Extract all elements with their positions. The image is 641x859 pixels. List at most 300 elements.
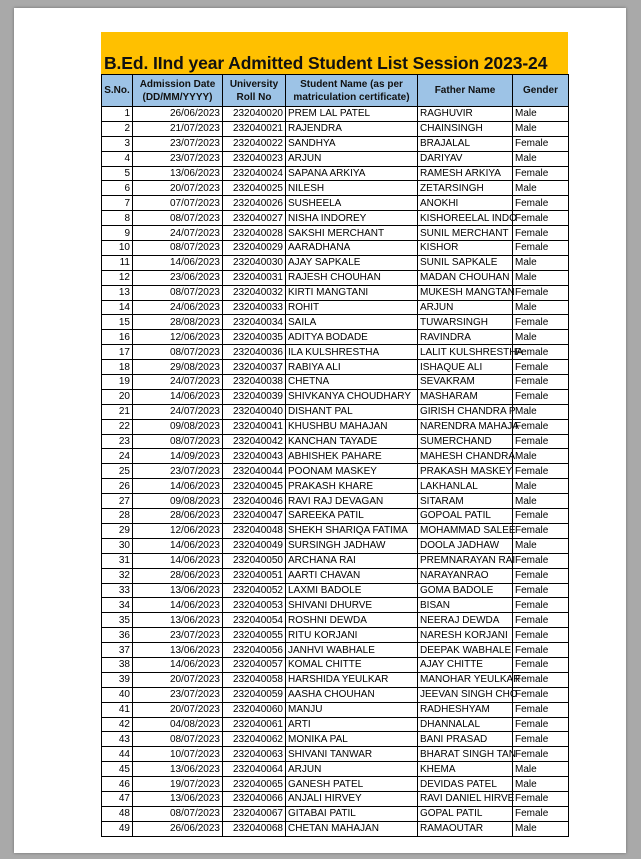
cell-admission-date: 14/06/2023 [133, 657, 223, 672]
cell-admission-date: 26/06/2023 [133, 107, 223, 122]
cell-roll-no: 232040066 [223, 791, 286, 806]
table-row [102, 196, 569, 211]
cell-admission-date: 07/07/2023 [133, 196, 223, 211]
table-row [102, 672, 569, 687]
cell-admission-date: 26/06/2023 [133, 821, 223, 836]
cell-gender: Female [513, 509, 569, 524]
cell-sno: 12 [102, 270, 133, 285]
table-row [102, 151, 569, 166]
cell-roll-no: 232040050 [223, 553, 286, 568]
cell-student-name: SUSHEELA [286, 196, 418, 211]
cell-sno: 40 [102, 687, 133, 702]
cell-gender: Female [513, 747, 569, 762]
cell-father-name: BRAJALAL [418, 136, 513, 151]
table-row [102, 166, 569, 181]
table-row [102, 747, 569, 762]
cell-gender: Male [513, 479, 569, 494]
cell-gender: Female [513, 285, 569, 300]
cell-roll-no: 232040030 [223, 255, 286, 270]
table-row [102, 360, 569, 375]
cell-gender: Female [513, 628, 569, 643]
cell-admission-date: 23/07/2023 [133, 151, 223, 166]
cell-gender: Female [513, 345, 569, 360]
cell-father-name: SUNIL MERCHANT [418, 226, 513, 241]
cell-admission-date: 14/06/2023 [133, 389, 223, 404]
cell-sno: 6 [102, 181, 133, 196]
cell-gender: Female [513, 657, 569, 672]
cell-roll-no: 232040036 [223, 345, 286, 360]
table-row [102, 687, 569, 702]
cell-father-name: KHEMA [418, 762, 513, 777]
cell-sno: 35 [102, 613, 133, 628]
cell-admission-date: 29/08/2023 [133, 360, 223, 375]
cell-student-name: NILESH [286, 181, 418, 196]
cell-father-name: RADHESHYAM [418, 702, 513, 717]
cell-gender: Female [513, 806, 569, 821]
cell-roll-no: 232040057 [223, 657, 286, 672]
cell-roll-no: 232040065 [223, 777, 286, 792]
cell-student-name: SAILA [286, 315, 418, 330]
cell-admission-date: 09/08/2023 [133, 494, 223, 509]
table-row [102, 375, 569, 390]
cell-gender: Male [513, 270, 569, 285]
cell-sno: 15 [102, 315, 133, 330]
cell-father-name: MUKESH MANGTAN [418, 285, 513, 300]
table-row [102, 553, 569, 568]
cell-sno: 39 [102, 672, 133, 687]
cell-admission-date: 14/06/2023 [133, 598, 223, 613]
cell-gender: Female [513, 643, 569, 658]
cell-sno: 42 [102, 717, 133, 732]
cell-student-name: KHUSHBU MAHAJAN [286, 419, 418, 434]
cell-roll-no: 232040027 [223, 211, 286, 226]
cell-student-name: LAXMI BADOLE [286, 583, 418, 598]
table-row [102, 583, 569, 598]
cell-father-name: TUWARSINGH [418, 315, 513, 330]
cell-gender: Female [513, 419, 569, 434]
table-row [102, 821, 569, 836]
header-name-line2: matriculation certificate) [293, 91, 410, 103]
student-table [101, 74, 569, 837]
cell-admission-date: 20/07/2023 [133, 702, 223, 717]
cell-admission-date: 13/06/2023 [133, 643, 223, 658]
table-row [102, 300, 569, 315]
table-row [102, 345, 569, 360]
cell-admission-date: 14/06/2023 [133, 538, 223, 553]
cell-gender: Female [513, 523, 569, 538]
cell-roll-no: 232040045 [223, 479, 286, 494]
cell-student-name: SANDHYA [286, 136, 418, 151]
cell-roll-no: 232040026 [223, 196, 286, 211]
student-list-sheet [101, 32, 568, 837]
cell-student-name: GITABAI PATIL [286, 806, 418, 821]
cell-admission-date: 28/06/2023 [133, 509, 223, 524]
cell-gender: Male [513, 404, 569, 419]
table-row [102, 285, 569, 300]
cell-sno: 43 [102, 732, 133, 747]
cell-admission-date: 23/06/2023 [133, 270, 223, 285]
cell-sno: 31 [102, 553, 133, 568]
cell-father-name: BANI PRASAD [418, 732, 513, 747]
cell-father-name: SITARAM [418, 494, 513, 509]
cell-sno: 45 [102, 762, 133, 777]
cell-father-name: MANOHAR YEULKAR [418, 672, 513, 687]
cell-student-name: ARJUN [286, 151, 418, 166]
cell-admission-date: 13/06/2023 [133, 791, 223, 806]
cell-student-name: ABHISHEK PAHARE [286, 449, 418, 464]
table-row [102, 121, 569, 136]
table-row [102, 657, 569, 672]
cell-father-name: RAVINDRA [418, 330, 513, 345]
cell-roll-no: 232040046 [223, 494, 286, 509]
table-row [102, 464, 569, 479]
cell-admission-date: 12/06/2023 [133, 330, 223, 345]
table-row [102, 107, 569, 122]
cell-sno: 48 [102, 806, 133, 821]
cell-sno: 36 [102, 628, 133, 643]
cell-student-name: MANJU [286, 702, 418, 717]
cell-student-name: SHEKH SHARIQA FATIMA [286, 523, 418, 538]
table-row [102, 613, 569, 628]
cell-father-name: ISHAQUE ALI [418, 360, 513, 375]
table-row [102, 419, 569, 434]
cell-sno: 5 [102, 166, 133, 181]
cell-father-name: KISHOR [418, 241, 513, 256]
cell-roll-no: 232040035 [223, 330, 286, 345]
cell-gender: Female [513, 583, 569, 598]
cell-admission-date: 14/06/2023 [133, 553, 223, 568]
cell-student-name: SAREEKA PATIL [286, 509, 418, 524]
header-roll-line2: Roll No [236, 91, 272, 103]
table-row [102, 315, 569, 330]
header-sno: S.No. [102, 75, 133, 107]
document-page [14, 8, 626, 853]
cell-sno: 11 [102, 255, 133, 270]
table-row [102, 509, 569, 524]
cell-father-name: NARENDRA MAHAJA [418, 419, 513, 434]
cell-admission-date: 13/06/2023 [133, 613, 223, 628]
cell-sno: 24 [102, 449, 133, 464]
cell-gender: Male [513, 300, 569, 315]
cell-gender: Female [513, 434, 569, 449]
cell-sno: 37 [102, 643, 133, 658]
cell-student-name: NISHA INDOREY [286, 211, 418, 226]
cell-student-name: RAJESH CHOUHAN [286, 270, 418, 285]
cell-roll-no: 232040022 [223, 136, 286, 151]
cell-gender: Female [513, 732, 569, 747]
cell-father-name: ANOKHI [418, 196, 513, 211]
table-row [102, 434, 569, 449]
cell-admission-date: 09/08/2023 [133, 419, 223, 434]
cell-student-name: AARADHANA [286, 241, 418, 256]
cell-gender: Female [513, 360, 569, 375]
cell-father-name: RAMESH ARKIYA [418, 166, 513, 181]
cell-father-name: GOPAL PATIL [418, 806, 513, 821]
cell-sno: 16 [102, 330, 133, 345]
cell-father-name: SEVAKRAM [418, 375, 513, 390]
table-row [102, 136, 569, 151]
cell-student-name: SHIVANI DHURVE [286, 598, 418, 613]
cell-admission-date: 14/09/2023 [133, 449, 223, 464]
cell-sno: 18 [102, 360, 133, 375]
cell-father-name: NARESH KORJANI [418, 628, 513, 643]
table-row [102, 523, 569, 538]
cell-gender: Female [513, 791, 569, 806]
cell-roll-no: 232040061 [223, 717, 286, 732]
cell-student-name: RABIYA ALI [286, 360, 418, 375]
cell-sno: 20 [102, 389, 133, 404]
cell-student-name: MONIKA PAL [286, 732, 418, 747]
cell-roll-no: 232040054 [223, 613, 286, 628]
cell-student-name: AASHA CHOUHAN [286, 687, 418, 702]
cell-roll-no: 232040052 [223, 583, 286, 598]
cell-sno: 29 [102, 523, 133, 538]
cell-father-name: BISAN [418, 598, 513, 613]
cell-roll-no: 232040053 [223, 598, 286, 613]
table-row [102, 181, 569, 196]
cell-admission-date: 24/06/2023 [133, 300, 223, 315]
cell-father-name: MADAN CHOUHAN [418, 270, 513, 285]
cell-gender: Male [513, 777, 569, 792]
table-row [102, 702, 569, 717]
cell-father-name: ZETARSINGH [418, 181, 513, 196]
cell-student-name: ANJALI HIRVEY [286, 791, 418, 806]
cell-father-name: GOMA BADOLE [418, 583, 513, 598]
cell-father-name: AJAY CHITTE [418, 657, 513, 672]
cell-admission-date: 23/07/2023 [133, 136, 223, 151]
cell-father-name: RAGHUVIR [418, 107, 513, 122]
cell-gender: Male [513, 330, 569, 345]
cell-roll-no: 232040031 [223, 270, 286, 285]
table-row [102, 628, 569, 643]
cell-gender: Male [513, 449, 569, 464]
cell-father-name: KISHOREELAL INDO [418, 211, 513, 226]
cell-sno: 21 [102, 404, 133, 419]
cell-father-name: DHANNALAL [418, 717, 513, 732]
cell-gender: Female [513, 166, 569, 181]
cell-admission-date: 08/07/2023 [133, 434, 223, 449]
cell-roll-no: 232040020 [223, 107, 286, 122]
table-row [102, 762, 569, 777]
cell-student-name: ARCHANA RAI [286, 553, 418, 568]
cell-admission-date: 14/06/2023 [133, 255, 223, 270]
cell-gender: Female [513, 553, 569, 568]
cell-admission-date: 12/06/2023 [133, 523, 223, 538]
cell-gender: Female [513, 598, 569, 613]
cell-admission-date: 28/08/2023 [133, 315, 223, 330]
header-student-name [286, 75, 418, 107]
cell-roll-no: 232040051 [223, 568, 286, 583]
cell-sno: 32 [102, 568, 133, 583]
header-gender: Gender [513, 75, 569, 107]
table-row [102, 255, 569, 270]
cell-roll-no: 232040033 [223, 300, 286, 315]
table-row [102, 330, 569, 345]
cell-admission-date: 20/07/2023 [133, 181, 223, 196]
table-row [102, 404, 569, 419]
cell-father-name: MOHAMMAD SALEE [418, 523, 513, 538]
cell-father-name: NARAYANRAO [418, 568, 513, 583]
cell-student-name: KANCHAN TAYADE [286, 434, 418, 449]
cell-sno: 34 [102, 598, 133, 613]
cell-sno: 17 [102, 345, 133, 360]
cell-student-name: JANHVI WABHALE [286, 643, 418, 658]
cell-student-name: ILA KULSHRESTHA [286, 345, 418, 360]
cell-student-name: HARSHIDA YEULKAR [286, 672, 418, 687]
table-row [102, 226, 569, 241]
cell-roll-no: 232040029 [223, 241, 286, 256]
cell-student-name: SHIVKANYA CHOUDHARY [286, 389, 418, 404]
cell-father-name: ARJUN [418, 300, 513, 315]
cell-roll-no: 232040043 [223, 449, 286, 464]
cell-admission-date: 24/07/2023 [133, 375, 223, 390]
table-row [102, 211, 569, 226]
cell-admission-date: 24/07/2023 [133, 404, 223, 419]
cell-admission-date: 20/07/2023 [133, 672, 223, 687]
cell-roll-no: 232040060 [223, 702, 286, 717]
cell-student-name: CHETAN MAHAJAN [286, 821, 418, 836]
table-row [102, 538, 569, 553]
table-row [102, 598, 569, 613]
header-admission-line2: (DD/MM/YYYY) [142, 91, 213, 103]
cell-sno: 7 [102, 196, 133, 211]
cell-father-name: PREMNARAYAN RAI [418, 553, 513, 568]
cell-father-name: MAHESH CHANDRA [418, 449, 513, 464]
cell-gender: Female [513, 464, 569, 479]
cell-roll-no: 232040063 [223, 747, 286, 762]
cell-gender: Female [513, 241, 569, 256]
table-row [102, 568, 569, 583]
cell-father-name: RAVI DANIEL HIRVE [418, 791, 513, 806]
cell-roll-no: 232040023 [223, 151, 286, 166]
cell-gender: Female [513, 136, 569, 151]
table-row [102, 777, 569, 792]
cell-admission-date: 13/06/2023 [133, 762, 223, 777]
cell-student-name: ARJUN [286, 762, 418, 777]
cell-gender: Male [513, 181, 569, 196]
cell-admission-date: 08/07/2023 [133, 211, 223, 226]
cell-roll-no: 232040041 [223, 419, 286, 434]
cell-student-name: GANESH PATEL [286, 777, 418, 792]
cell-student-name: AARTI CHAVAN [286, 568, 418, 583]
cell-roll-no: 232040048 [223, 523, 286, 538]
cell-gender: Female [513, 196, 569, 211]
cell-sno: 22 [102, 419, 133, 434]
table-row [102, 732, 569, 747]
cell-admission-date: 28/06/2023 [133, 568, 223, 583]
cell-roll-no: 232040067 [223, 806, 286, 821]
cell-sno: 4 [102, 151, 133, 166]
cell-gender: Male [513, 821, 569, 836]
cell-roll-no: 232040056 [223, 643, 286, 658]
cell-gender: Male [513, 538, 569, 553]
cell-student-name: AJAY SAPKALE [286, 255, 418, 270]
header-roll-line1: University [229, 78, 279, 90]
cell-student-name: PREM LAL PATEL [286, 107, 418, 122]
cell-gender: Female [513, 568, 569, 583]
cell-roll-no: 232040068 [223, 821, 286, 836]
cell-father-name: RAMAOUTAR [418, 821, 513, 836]
cell-roll-no: 232040047 [223, 509, 286, 524]
cell-student-name: RAVI RAJ DEVAGAN [286, 494, 418, 509]
cell-student-name: PRAKASH KHARE [286, 479, 418, 494]
cell-student-name: ARTI [286, 717, 418, 732]
cell-sno: 10 [102, 241, 133, 256]
cell-gender: Female [513, 687, 569, 702]
cell-admission-date: 19/07/2023 [133, 777, 223, 792]
cell-sno: 2 [102, 121, 133, 136]
cell-sno: 9 [102, 226, 133, 241]
cell-admission-date: 08/07/2023 [133, 732, 223, 747]
cell-father-name: NEERAJ DEWDA [418, 613, 513, 628]
table-row [102, 494, 569, 509]
cell-father-name: PRAKASH MASKEY [418, 464, 513, 479]
cell-father-name: LAKHANLAL [418, 479, 513, 494]
cell-sno: 3 [102, 136, 133, 151]
cell-sno: 33 [102, 583, 133, 598]
cell-student-name: SHIVANI TANWAR [286, 747, 418, 762]
cell-admission-date: 14/06/2023 [133, 479, 223, 494]
table-row [102, 806, 569, 821]
cell-sno: 19 [102, 375, 133, 390]
cell-sno: 23 [102, 434, 133, 449]
header-roll-no [223, 75, 286, 107]
table-header-row [102, 75, 569, 107]
cell-gender: Male [513, 255, 569, 270]
cell-student-name: DISHANT PAL [286, 404, 418, 419]
cell-sno: 28 [102, 509, 133, 524]
cell-sno: 49 [102, 821, 133, 836]
cell-gender: Female [513, 389, 569, 404]
cell-roll-no: 232040042 [223, 434, 286, 449]
cell-father-name: JEEVAN SINGH CHO [418, 687, 513, 702]
cell-student-name: KOMAL CHITTE [286, 657, 418, 672]
cell-admission-date: 04/08/2023 [133, 717, 223, 732]
cell-sno: 14 [102, 300, 133, 315]
cell-sno: 44 [102, 747, 133, 762]
cell-admission-date: 21/07/2023 [133, 121, 223, 136]
cell-father-name: DARIYAV [418, 151, 513, 166]
cell-student-name: SURSINGH JADHAW [286, 538, 418, 553]
cell-roll-no: 232040059 [223, 687, 286, 702]
cell-student-name: SAKSHI MERCHANT [286, 226, 418, 241]
cell-sno: 13 [102, 285, 133, 300]
cell-sno: 30 [102, 538, 133, 553]
cell-roll-no: 232040038 [223, 375, 286, 390]
cell-admission-date: 13/06/2023 [133, 166, 223, 181]
cell-roll-no: 232040028 [223, 226, 286, 241]
table-row [102, 643, 569, 658]
cell-gender: Male [513, 151, 569, 166]
cell-sno: 1 [102, 107, 133, 122]
cell-roll-no: 232040064 [223, 762, 286, 777]
cell-roll-no: 232040021 [223, 121, 286, 136]
cell-student-name: SAPANA ARKIYA [286, 166, 418, 181]
cell-student-name: RITU KORJANI [286, 628, 418, 643]
cell-father-name: MASHARAM [418, 389, 513, 404]
cell-sno: 27 [102, 494, 133, 509]
cell-father-name: SUNIL SAPKALE [418, 255, 513, 270]
cell-gender: Male [513, 121, 569, 136]
cell-roll-no: 232040039 [223, 389, 286, 404]
table-row [102, 270, 569, 285]
cell-admission-date: 08/07/2023 [133, 285, 223, 300]
cell-gender: Female [513, 211, 569, 226]
cell-sno: 25 [102, 464, 133, 479]
cell-father-name: DEEPAK WABHALE [418, 643, 513, 658]
cell-admission-date: 08/07/2023 [133, 345, 223, 360]
cell-gender: Female [513, 702, 569, 717]
